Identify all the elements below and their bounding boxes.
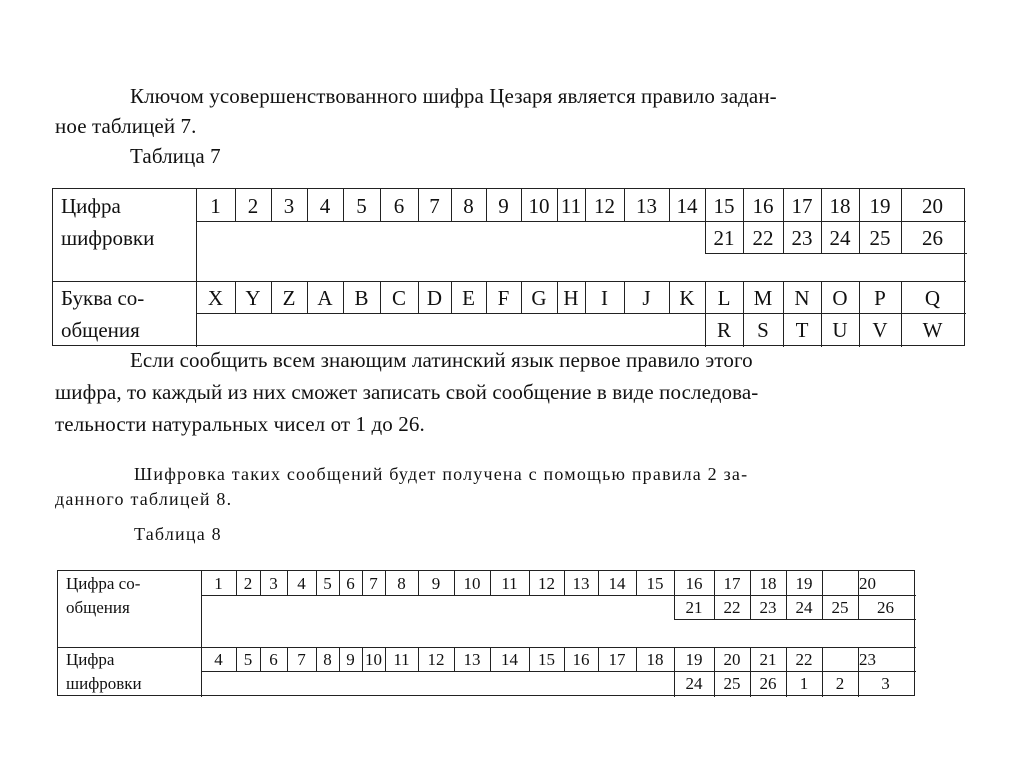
table-8-cipher-cell: 15 <box>538 650 555 669</box>
paragraph-3-line-1: Шифровка таких сообщений будет получена с помощью правила 2 за- <box>134 464 749 484</box>
grid-line <box>201 595 916 596</box>
table-8-cipher-cell: 4 <box>214 650 223 669</box>
table-8-label-message-digit-2: общения <box>66 598 130 617</box>
table-8-cipher-cell: 11 <box>393 650 410 669</box>
paragraph-2-line-3: тельности натуральных чисел от 1 до 26. <box>55 412 425 436</box>
table-8-cipher-cell: 14 <box>501 650 518 669</box>
table-7-letter-cell: T <box>795 318 809 342</box>
table-8-cipher-cell: 20 <box>723 650 741 669</box>
table-8-cipher-cell: 6 <box>269 650 278 669</box>
table-7 <box>52 188 965 346</box>
table-7-digit-cell: 16 <box>752 194 774 218</box>
table-8-message-cell: 19 <box>795 574 813 593</box>
table-7-digit-cell: 4 <box>319 194 331 218</box>
table-7-letter-cell: I <box>601 286 608 310</box>
table-7-letter-cell: Y <box>245 286 261 310</box>
table-8-message-cell: 10 <box>463 574 481 593</box>
table-8-message-cell: 7 <box>369 574 378 593</box>
table-7-letter-cell: K <box>679 286 695 310</box>
table-8-cipher-cell: 1 <box>799 674 809 693</box>
paragraph-2-line-2: шифра, то каждый из них сможет записать свой сообщение в виде последова- <box>55 380 759 404</box>
table-7-letter-cell: V <box>872 318 888 342</box>
table-8-cipher-cell: 26 <box>759 674 777 693</box>
table-7-digit-cell: 25 <box>869 226 891 250</box>
table-8-label-cipher-digit: Цифра <box>66 650 115 669</box>
table-8-cipher-cell: 3 <box>881 674 890 693</box>
table-7-letter-cell: P <box>874 286 886 310</box>
table-8-cipher-cell: 8 <box>323 650 332 669</box>
table-8-cipher-cell: 23 <box>859 650 876 669</box>
table-7-letter-cell: O <box>832 286 848 310</box>
table-8-cipher-cell: 22 <box>795 650 813 669</box>
table-8-message-cell: 22 <box>723 598 741 617</box>
table-7-digit-cell: 13 <box>636 194 657 218</box>
table-7-letter-cell: L <box>717 286 731 310</box>
table-7-digit-cell: 24 <box>829 226 851 250</box>
table-7-letter-cell: R <box>716 318 731 342</box>
table-8-label-message-digit: Цифра со- <box>66 574 141 593</box>
table-7-digit-cell: 22 <box>752 226 774 250</box>
grid-line <box>196 313 966 314</box>
table-8-message-cell: 23 <box>759 598 777 617</box>
table-7-letter-cell: M <box>753 286 773 310</box>
table-8-cipher-cell: 5 <box>243 650 253 669</box>
table-7-letter-cell: J <box>642 286 651 310</box>
table-8-message-cell: 9 <box>431 574 441 593</box>
table-8-caption: Таблица 8 <box>134 524 222 544</box>
table-8-message-cell: 25 <box>831 598 849 617</box>
table-7-digit-cell: 3 <box>283 194 295 218</box>
table-8-message-cell: 2 <box>243 574 253 593</box>
table-7-letter-cell: A <box>317 286 333 310</box>
table-7-digit-cell: 11 <box>560 194 582 218</box>
table-8-cipher-cell: 25 <box>723 674 741 693</box>
table-7-digit-cell: 1 <box>210 194 221 218</box>
table-7-label-cipher-digit: Цифра <box>61 194 121 218</box>
table-7-letter-cell: W <box>922 318 943 342</box>
grid-line <box>201 671 916 672</box>
paragraph-1-line-1: Ключом усовершенствованного шифра Цезаря является правило задан- <box>130 84 777 108</box>
table-8-message-cell: 1 <box>214 574 223 593</box>
table-7-digit-cell: 15 <box>713 194 735 218</box>
grid-line <box>674 619 916 620</box>
table-8-message-cell: 4 <box>297 574 306 593</box>
table-7-digit-cell: 9 <box>498 194 509 218</box>
table-8-cipher-cell: 21 <box>759 650 777 669</box>
table-7-letter-cell: H <box>563 286 579 310</box>
table-7-digit-cell: 26 <box>922 226 943 250</box>
table-8-message-cell: 14 <box>608 574 626 593</box>
table-8-message-cell: 17 <box>723 574 741 593</box>
table-7-letter-cell: Z <box>282 286 296 310</box>
table-7-letter-cell: N <box>794 286 810 310</box>
table-8-message-cell: 12 <box>538 574 555 593</box>
table-8-cipher-cell: 9 <box>346 650 355 669</box>
table-7-digit-cell: 23 <box>791 226 813 250</box>
table-7-digit-cell: 2 <box>247 194 259 218</box>
table-8-message-cell: 11 <box>501 574 518 593</box>
table-7-letter-cell: D <box>426 286 443 310</box>
table-8-message-cell: 13 <box>572 574 590 593</box>
table-8-cipher-cell: 19 <box>685 650 703 669</box>
table-8-message-cell: 15 <box>646 574 664 593</box>
paragraph-3-line-2: данного таблицей 8. <box>55 489 233 509</box>
paragraph-1-line-2: ное таблицей 7. <box>55 114 197 138</box>
table-8-cipher-cell: 24 <box>685 674 703 693</box>
table-8-cipher-cell: 10 <box>365 650 382 669</box>
table-8-message-cell: 3 <box>269 574 278 593</box>
table-8-label-cipher-digit-2: шифровки <box>66 674 142 693</box>
table-7-label-cipher-digit-2: шифровки <box>61 226 155 250</box>
table-8-cipher-cell: 2 <box>835 674 845 693</box>
table-7-letter-cell: Q <box>924 286 941 310</box>
table-7-digit-cell: 17 <box>791 194 813 218</box>
table-7-letter-cell: E <box>462 286 475 310</box>
table-7-letter-cell: F <box>497 286 510 310</box>
table-8-message-cell: 16 <box>685 574 703 593</box>
table-7-letter-cell: U <box>832 318 848 342</box>
table-7-letter-cell: C <box>391 286 406 310</box>
table-7-letter-cell: B <box>354 286 369 310</box>
grid-line <box>196 221 966 222</box>
table-7-letter-cell: X <box>207 286 224 310</box>
table-8-message-cell: 26 <box>877 598 894 617</box>
table-8-message-cell: 5 <box>323 574 332 593</box>
table-8-cipher-cell: 12 <box>427 650 445 669</box>
table-7-digit-cell: 20 <box>922 194 943 218</box>
table-8-message-cell: 6 <box>346 574 355 593</box>
table-7-digit-cell: 7 <box>429 194 440 218</box>
table-7-digit-cell: 12 <box>594 194 615 218</box>
grid-line <box>705 253 967 254</box>
table-7-digit-cell: 19 <box>869 194 891 218</box>
table-7-digit-cell: 14 <box>676 194 698 218</box>
table-8 <box>57 570 915 696</box>
table-8-message-cell: 24 <box>795 598 813 617</box>
table-7-digit-cell: 8 <box>463 194 474 218</box>
grid-line <box>53 281 966 282</box>
table-8-cipher-cell: 18 <box>646 650 664 669</box>
table-8-message-cell: 20 <box>859 574 876 593</box>
table-7-digit-cell: 6 <box>393 194 405 218</box>
table-8-cipher-cell: 16 <box>572 650 590 669</box>
table-8-cipher-cell: 7 <box>297 650 306 669</box>
table-7-label-message-letter: Буква со- <box>61 286 145 310</box>
table-7-letter-cell: S <box>757 318 769 342</box>
table-7-caption: Таблица 7 <box>130 144 221 168</box>
grid-line <box>58 647 916 648</box>
table-7-letter-cell: G <box>531 286 547 310</box>
paragraph-2-line-1: Если сообщить всем знающим латинский язык первое правило этого <box>130 348 753 372</box>
table-8-cipher-cell: 17 <box>608 650 626 669</box>
table-7-digit-cell: 18 <box>829 194 851 218</box>
table-8-message-cell: 21 <box>685 598 703 617</box>
table-7-digit-cell: 5 <box>356 194 367 218</box>
table-7-digit-cell: 21 <box>713 226 735 250</box>
table-7-label-message-letter-2: общения <box>61 318 140 342</box>
table-8-cipher-cell: 13 <box>463 650 481 669</box>
table-8-message-cell: 8 <box>397 574 406 593</box>
table-8-message-cell: 18 <box>759 574 777 593</box>
table-7-digit-cell: 10 <box>528 194 550 218</box>
